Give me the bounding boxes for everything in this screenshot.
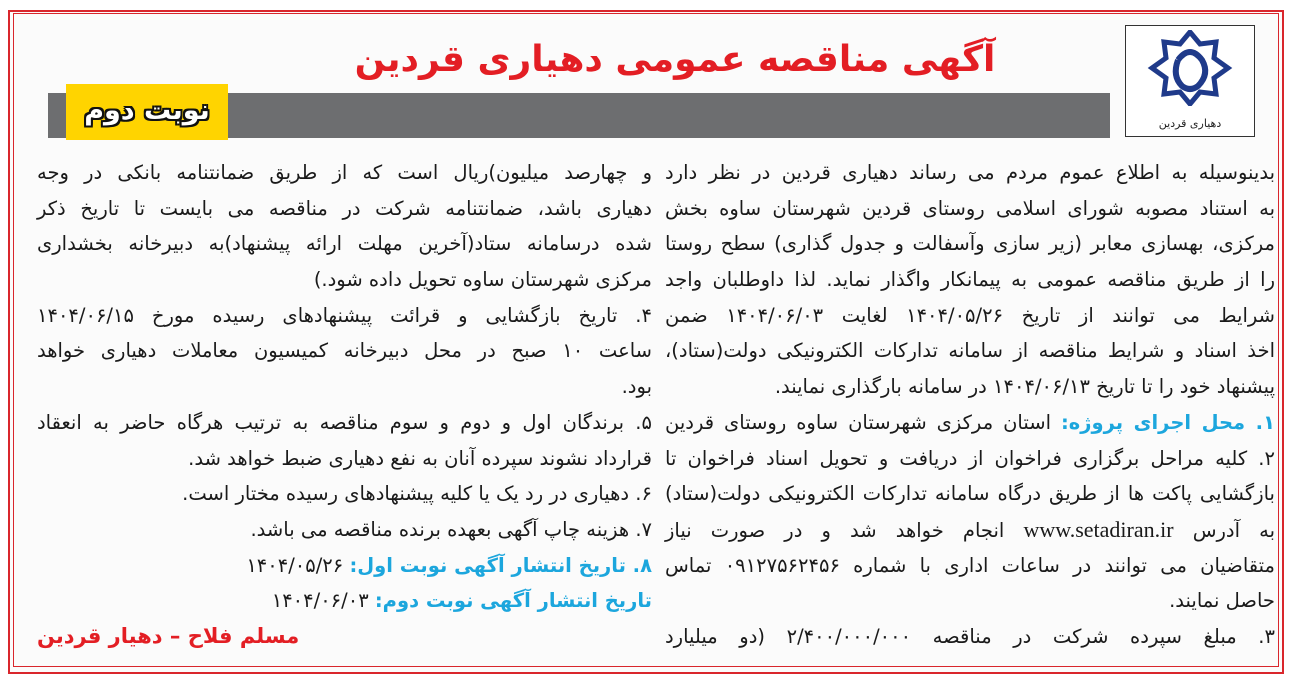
text-line: مرکزی، بهسازی معابر (زیر سازی وآسفالت و جدول گذاری) سطح روستا (665, 232, 1275, 256)
item-2-address-line (665, 512, 1275, 548)
text-line: و چهارصد میلیون)ریال است که از طریق ضمانتنامه بانکی در وجه (37, 161, 652, 184)
logo-caption: دهیاری قردین (1158, 117, 1222, 130)
item-8 (37, 548, 652, 584)
item-1-label: ۱. محل اجرای پروژه: (1060, 410, 1276, 434)
item-1-text: استان مرکزی شهرستان ساوه روستای قردین (665, 410, 1051, 434)
signature-line (37, 619, 652, 655)
text-line: ساعت ۱۰ صبح در محل دبیرخانه کمیسیون معاملات دهیاری خواهد (37, 339, 652, 363)
text-line: بازگشایی پاکت ها از طریق درگاه سامانه تدارکات الکترونیکی دولت(ستاد) (665, 482, 1275, 506)
signature: مسلم فلاح – دهیار قردین (37, 623, 300, 648)
item-3-line: ۳. مبلغ سپرده شرکت در مناقصه ۲/۴۰۰/۰۰۰/۰۰۰ (دو میلیارد (665, 624, 1275, 648)
text-line: شده درسامانه ستاد(آخرین مهلت ارائه پیشنهاد)به دبیرخانه بخشداری (37, 232, 652, 256)
dehyari-logo (1125, 25, 1255, 137)
text-line: پیشنهاد خود را تا تاریخ ۱۴۰۴/۰۶/۱۳ در سامانه بارگذاری نمایند. (774, 375, 1275, 399)
text-line: دهیاری باشد، ضمانتنامه شرکت در مناقصه می بایست تا تاریخ ذکر (37, 196, 652, 220)
second-publish (37, 583, 652, 619)
item-1 (665, 405, 1275, 441)
text-line: بود. (621, 375, 652, 399)
text-line: به استناد مصوبه شورای اسلامی روستای قردین شهرستان ساوه بخش (665, 196, 1275, 220)
text-line: مرکزی شهرستان ساوه تحویل داده شود.) (313, 268, 652, 292)
text-line: بدینوسیله به اطلاع عموم مردم می رساند دهیاری قردین در نظر دارد (665, 161, 1275, 184)
right-column (665, 155, 1275, 655)
second-publish-date: ۱۴۰۴/۰۶/۰۳ (271, 589, 369, 613)
text: انجام خواهد شد و در صورت نیاز (665, 518, 1005, 542)
text-line: شرایط می توانند از تاریخ ۱۴۰۴/۰۵/۲۶ لغایت ۱۴۰۴/۰۶/۰۳ ضمن (665, 303, 1275, 327)
item-7: ۷. هزینه چاپ آگهی بعهده برنده مناقصه می باشد. (250, 517, 652, 541)
first-publish-label: ۸. تاریخ انتشار آگهی نوبت اول: (349, 553, 652, 577)
text-line: ۵. برندگان اول و دوم و سوم مناقصه به ترتیب هرگاه حاضر به انعقاد (37, 410, 652, 434)
text-line: قرارداد نشوند سپرده آنان به نفع دهیاری ضبط خواهد شد. (188, 446, 652, 470)
dehyari-emblem-icon (1140, 30, 1240, 106)
text-line: ۴. تاریخ بازگشایی و قرائت پیشنهادهای رسیده مورخ ۱۴۰۴/۰۶/۱۵ (37, 303, 652, 327)
text-line: را از طریق مناقصه عمومی به پیمانکار واگذار نماید. لذا داوطلبان واجد (665, 268, 1275, 292)
text-line: ۲. کلیه مراحل برگزاری فراخوان از دریافت و تحویل اسناد فراخوان تا (665, 446, 1275, 470)
round-badge: نوبت دوم (66, 84, 228, 140)
phone-line: متقاضیان می توانند در ساعات اداری با شماره ۰۹۱۲۷۵۶۲۴۵۶ تماس (665, 553, 1275, 577)
first-publish-date: ۱۴۰۴/۰۵/۲۶ (246, 553, 344, 577)
text-line: اخذ اسناد و شرایط مناقصه از سامانه تدارکات الکترونیکی دولت(ستاد)، (665, 339, 1275, 363)
text-line: حاصل نمایند. (1169, 589, 1275, 613)
left-column (37, 155, 652, 655)
setadiran-link[interactable]: www.setadiran.ir (1023, 516, 1174, 542)
item-6: ۶. دهیاری در رد یک یا کلیه پیشنهادهای رسیده مختار است. (182, 482, 652, 506)
second-publish-label: تاریخ انتشار آگهی نوبت دوم: (374, 589, 652, 613)
ad-title: آگهی مناقصه عمومی دهیاری قردین (354, 39, 996, 80)
text: به آدرس (1192, 518, 1276, 542)
